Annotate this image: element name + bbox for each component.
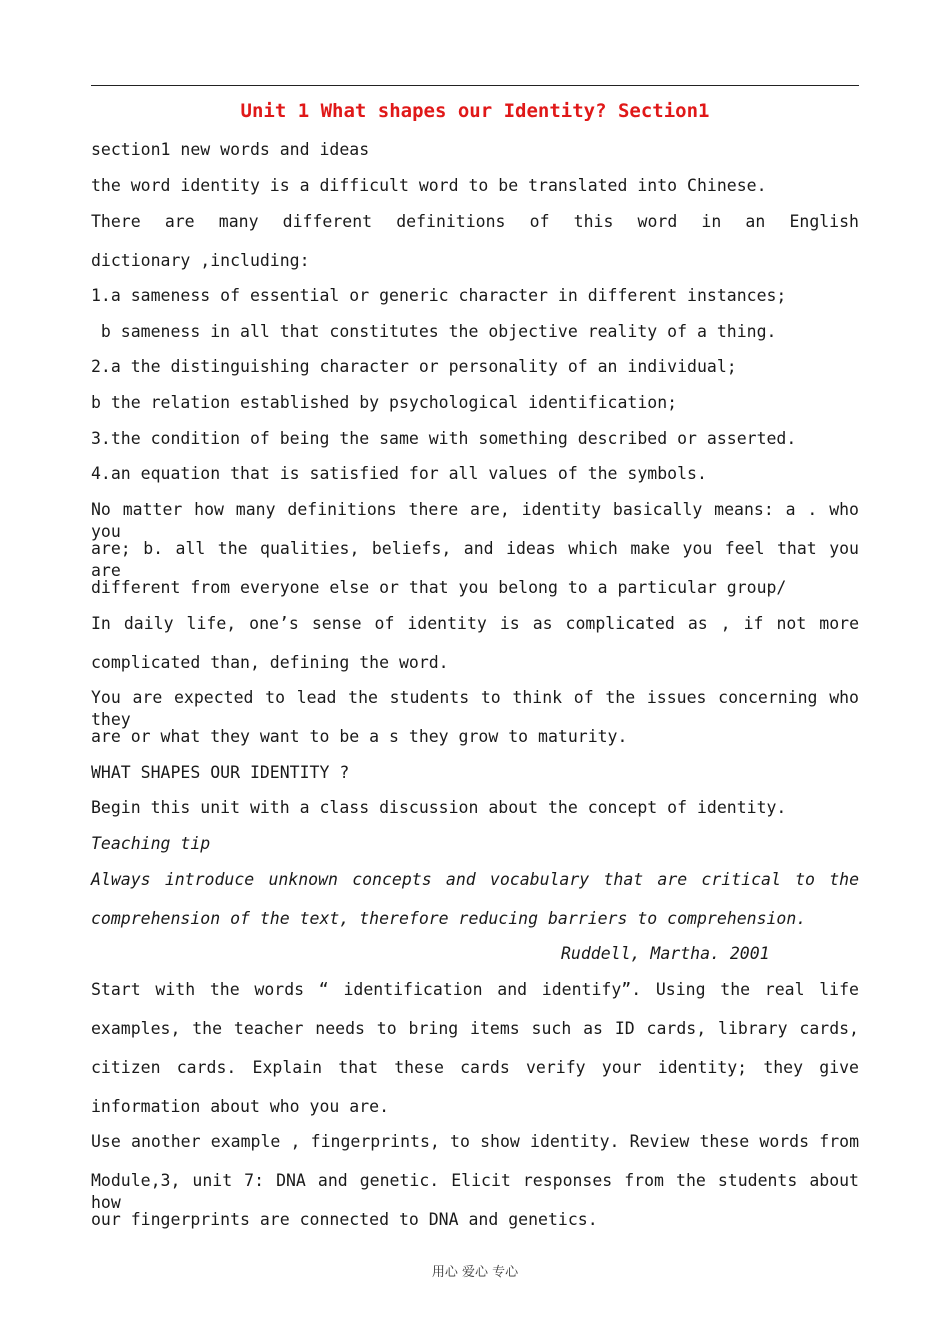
text-line: Start with the words “ identification and identify”. Using the real life <box>91 980 859 999</box>
section-heading: WHAT SHAPES OUR IDENTITY ? <box>91 763 350 782</box>
text-line: Module,3, unit 7: DNA and genetic. Elicit responses from the students about how <box>91 1171 859 1212</box>
page-footer: 用心 爱心 专心 <box>431 1265 519 1280</box>
quote-line: Always introduce unknown concepts and vocabulary that are critical to the <box>91 870 859 889</box>
text-line: dictionary ,including: <box>91 251 310 270</box>
text-line: different from everyone else or that you belong to a particular group/ <box>91 578 787 597</box>
text-line: 4.an equation that is satisfied for all values of the symbols. <box>91 464 707 483</box>
text-line: Begin this unit with a class discussion about the concept of identity. <box>91 798 787 817</box>
text-line: There are many different definitions of this word in an English <box>91 212 859 231</box>
text-line: examples, the teacher needs to bring items such as ID cards, library cards, <box>91 1019 859 1038</box>
text-line: section1 new words and ideas <box>91 140 370 159</box>
teaching-tip-label: Teaching tip <box>91 834 211 853</box>
text-line: citizen cards. Explain that these cards verify your identity; they give <box>91 1058 859 1077</box>
text-line: 2.a the distinguishing character or personality of an individual; <box>91 357 737 376</box>
text-line: are; b. all the qualities, beliefs, and ideas which make you feel that you are <box>91 539 859 580</box>
page-title: Unit 1 What shapes our Identity? Section1 <box>240 100 710 122</box>
text-line: the word identity is a difficult word to be translated into Chinese. <box>91 176 767 195</box>
text-line: Use another example , fingerprints, to show identity. Review these words from <box>91 1132 859 1151</box>
text-line: b sameness in all that constitutes the objective reality of a thing. <box>91 322 777 341</box>
text-line: No matter how many definitions there are, identity basically means: a . who you <box>91 500 859 541</box>
text-line: b the relation established by psychological identification; <box>91 393 678 412</box>
quote-attribution: Ruddell, Martha. 2001 <box>561 944 770 963</box>
text-line: In daily life, one’s sense of identity is as complicated as , if not more <box>91 614 859 633</box>
text-line: 1.a sameness of essential or generic character in different instances; <box>91 286 787 305</box>
text-line: You are expected to lead the students to think of the issues concerning who they <box>91 688 859 729</box>
quote-line: comprehension of the text, therefore reducing barriers to comprehension. <box>91 909 807 928</box>
header-rule <box>91 85 859 86</box>
text-line: 3.the condition of being the same with something described or asserted. <box>91 429 797 448</box>
text-line: information about who you are. <box>91 1097 390 1116</box>
text-line: complicated than, defining the word. <box>91 653 449 672</box>
text-line: our fingerprints are connected to DNA and genetics. <box>91 1210 598 1229</box>
text-line: are or what they want to be a s they grow to maturity. <box>91 727 628 746</box>
